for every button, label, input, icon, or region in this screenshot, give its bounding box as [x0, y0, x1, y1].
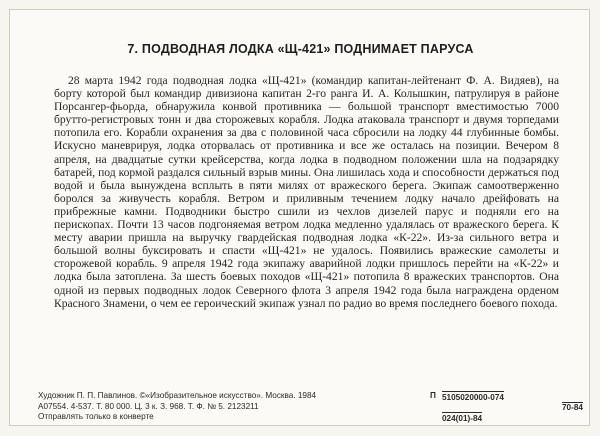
catalog-index [430, 391, 583, 423]
article-body [54, 74, 559, 310]
imprint [38, 391, 438, 423]
postcard-back [9, 9, 590, 426]
catalog-code: 5105020000-074 [442, 392, 504, 402]
catalog-index-row-3 [430, 412, 580, 423]
article-paragraph: 28 марта 1942 года подводная лодка «Щ-421» (командир капитан-лейтенант Ф. А. Видяев), на борту которой был командир дивизиона капитан 2-го ранга И. А. Колышкин, патрулируя в районе Порсангер-фьорда, обнаружила конвой противника — большой транспорт вместимостью 7000 брутто-регистровых тонн и два сторожевых корабля. Лодка атаковала транспорт и двумя торпедами потопила его. Корабли охранения за два с половиной часа сбросили на лодку 44 глубинные бомбы. Искусно маневрируя, лодка оторвалась от противника и все же осталась на позиции. Вечером 8 апреля, на двадцатые сутки крейсерства, когда лодка в подводном положении шла на подзарядку батарей, под кормой раздался сильный взрыв мины. Она лишилась хода и способности держаться под водой и была вынуждена всплыть в пяти милях от вражеского берега. Экипаж самоотверженно боролся за живучесть корабля. Ветром и приливным течением лодку начало дрейфовать на прибрежные камни. Подводники быстро сшили из чехлов дизелей парус и подняли его на перископах. Почти 13 часов подгоняемая ветром лодка медленно удалялась от вражеского берега. К месту аварии пришла на выручку гвардейская подводная лодка «К-22». Из-за сильного ветра и большой волны буксировать и спасти «Щ-421» не удалось. Появились вражеские самолеты и сторожевой корабль. 9 апреля 1942 года экипажу аварийной лодки пришлось перейти на «К-22» и лодка была затоплена. За шесть боевых походов «Щ-421» потопила 8 вражеских транспортов. Она одной из первых подводных лодок Северного флота 3 апреля 1942 года была награждена орденом Красного Знамени, о чем ее героический экипаж узнал по радио во время последнего боевого похода. [54, 74, 559, 310]
catalog-index-row-2 [430, 402, 583, 413]
imprint-line-artist: Художник П. П. Павлинов. ©«Изобразительное искусство». Москва. 1984 [38, 391, 317, 400]
imprint-line-codes: А07554. 4-537. Т. 80 000. Ц. 3 к. З. 968. Т. Ф. № 5. 2123211 [38, 401, 259, 411]
catalog-prefix: П [430, 391, 436, 400]
catalog-subcode: 024(01)-84 [442, 413, 483, 423]
imprint-line-mailing: Отправлять только в конверте [38, 412, 154, 421]
catalog-index-row [430, 391, 580, 402]
catalog-price-code: 70-84 [562, 403, 583, 412]
page-title: 7. ПОДВОДНАЯ ЛОДКА «Щ-421» ПОДНИМАЕТ ПАРУСА [127, 42, 474, 56]
